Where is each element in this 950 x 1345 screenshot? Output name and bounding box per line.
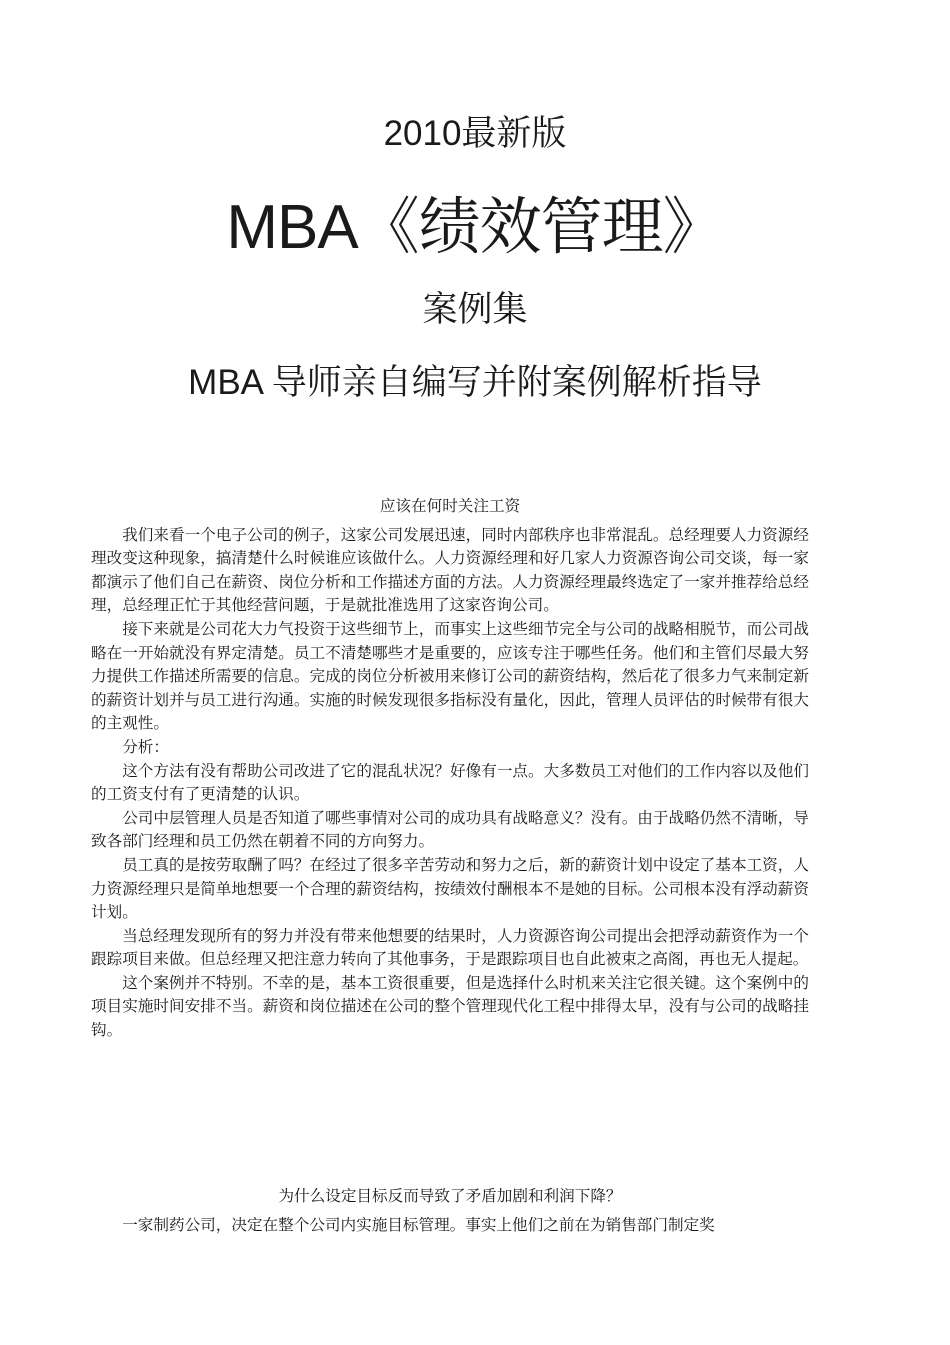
subtitle: 案例集 xyxy=(422,290,528,329)
paragraph: 我们来看一个电子公司的例子，这家公司发展迅速，同时内部秩序也非常混乱。总经理要人力资源经理改变这种现象，搞清楚什么时候谁应该做什么。人力资源经理和好几家人力资源咨询公司交谈，每一家都演示了他们自己在薪资、岗位分析和工作描述方面的方法。人力资源经理最终选定了一家并推荐给总经理，总经理正忙于其他经营问题，于是就批准选用了这家咨询公司。 xyxy=(91,525,809,615)
paragraph: 接下来就是公司花大力气投资于这些细节上，而事实上这些细节完全与公司的战略相脱节，而公司战略在一开始就没有界定清楚。员工不清楚哪些才是重要的，应该专注于哪些任务。他们和主管们尽最大努力提供工作描述所需要的信息。完成的岗位分析被用来修订公司的薪资结构，然后花了很多力气来制定新的薪资计划并与员工进行沟通。实施的时候发现很多指标没有量化，因此，管理人员评估的时候带有很大的主观性。 xyxy=(91,619,809,733)
edition-title: 2010最新版 xyxy=(383,114,567,153)
main-title: MBA《绩效管理》 xyxy=(226,193,724,262)
tagline: MBA 导师亲自编写并附案例解析指导 xyxy=(188,363,762,402)
paragraph: 当总经理发现所有的努力并没有带来他想要的结果时，人力资源咨询公司提出会把浮动薪资作为一个跟踪项目来做。但总经理又把注意力转向了其他事务，于是跟踪项目也自此被束之高阁，再也无人提起。 xyxy=(91,926,809,969)
case-section-2 xyxy=(91,1185,809,1237)
section-heading: 应该在何时关注工资 xyxy=(379,497,521,515)
analysis-label: 分析： xyxy=(122,737,169,756)
case-section-1 xyxy=(91,495,809,1043)
paragraph: 员工真的是按劳取酬了吗？在经过了很多辛苦劳动和努力之后，新的薪资计划中设定了基本工资，人力资源经理只是简单地想要一个合理的薪资结构，按绩效付酬根本不是她的目标。公司根本没有浮动薪资计划。 xyxy=(91,855,809,922)
paragraph: 这个方法有没有帮助公司改进了它的混乱状况？好像有一点。大多数员工对他们的工作内容以及他们的工资支付有了更清楚的认识。 xyxy=(91,761,809,804)
paragraph: 这个案例并不特别。不幸的是，基本工资很重要，但是选择什么时机来关注它很关键。这个案例中的项目实施时间安排不当。薪资和岗位描述在公司的整个管理现代化工程中排得太早，没有与公司的战略挂钩。 xyxy=(91,973,809,1040)
section-heading: 为什么设定目标反而导致了矛盾加剧和利润下降？ xyxy=(278,1187,622,1205)
paragraph: 一家制药公司，决定在整个公司内实施目标管理。事实上他们之前在为销售部门制定奖 xyxy=(122,1215,715,1234)
paragraph: 公司中层管理人员是否知道了哪些事情对公司的成功具有战略意义？没有。由于战略仍然不清晰，导致各部门经理和员工仍然在朝着不同的方向努力。 xyxy=(91,808,809,851)
